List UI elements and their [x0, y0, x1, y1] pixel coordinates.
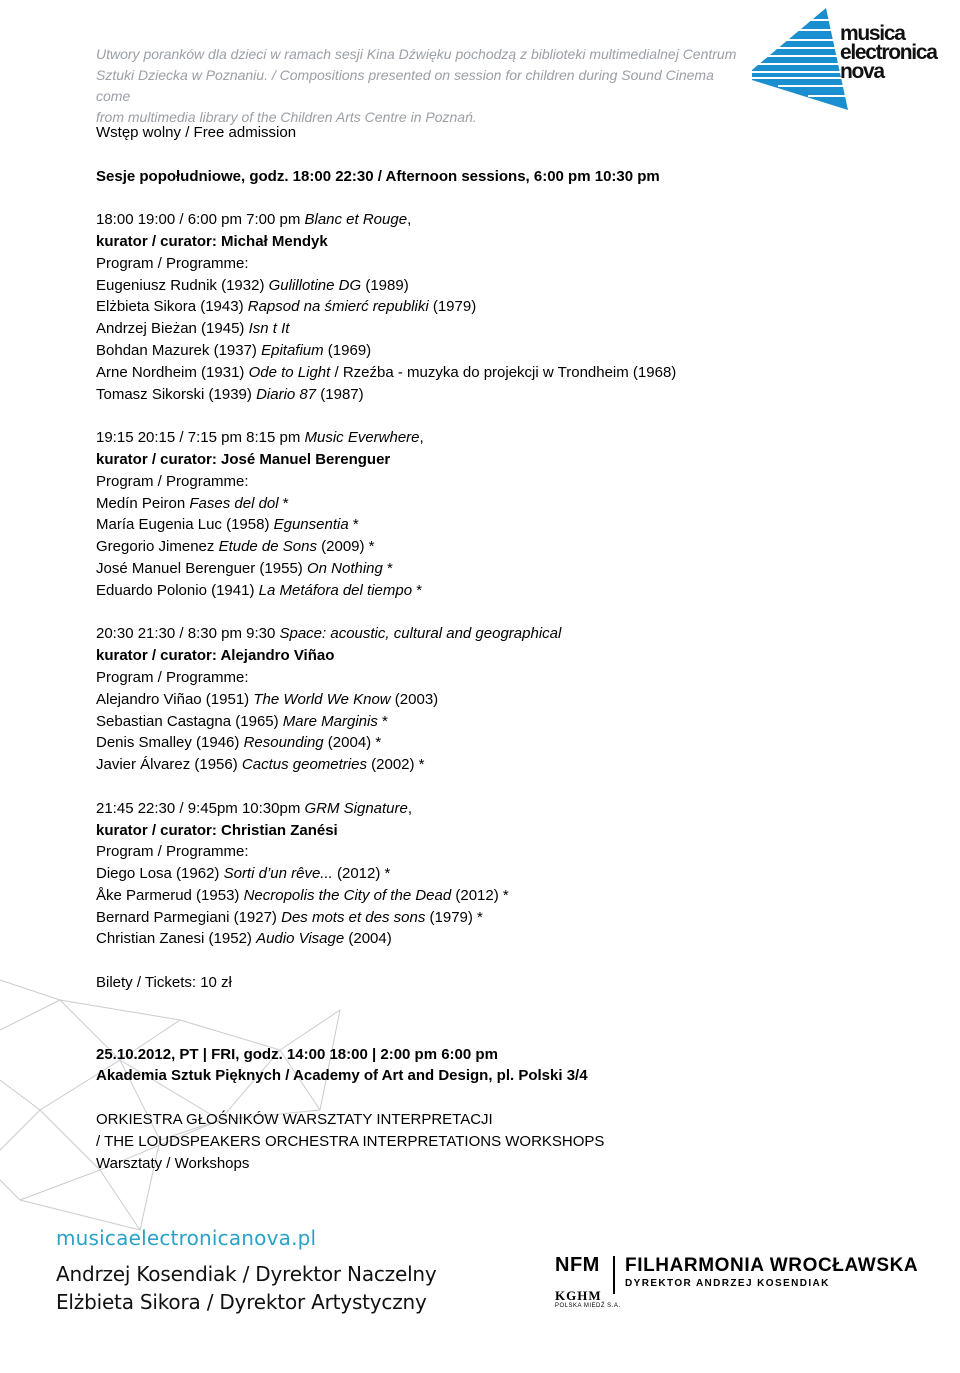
composer: Eduardo Polonio (1941) — [96, 581, 259, 599]
artistic-director: Elżbieta Sikora / Dyrektor Artystyczny — [56, 1290, 427, 1314]
composer: Medín Peiron — [96, 494, 190, 512]
programme-label: Program / Programme: — [96, 472, 249, 490]
work-title: Fases del dol — [189, 494, 279, 512]
logo-line: musica — [840, 22, 905, 45]
work-year: (2003) — [390, 690, 439, 708]
footer-credits — [56, 1226, 437, 1316]
programme-item — [96, 318, 816, 340]
work-title: Resounding — [243, 734, 324, 752]
composer: Elżbieta Sikora (1943) — [96, 298, 248, 316]
programme-item — [96, 340, 816, 362]
work-year: * — [348, 516, 359, 534]
work-year: * — [382, 559, 393, 577]
work-title: Diario 87 — [256, 385, 317, 403]
programme-label: Program / Programme: — [96, 254, 249, 272]
event-venue: Akademia Sztuk Pięknych / Academy of Art and Design, pl. Polski 3/4 — [96, 1067, 588, 1085]
composer: Sebastian Castagna (1965) — [96, 712, 283, 730]
kghm-subtitle: POLSKA MIEDŹ S.A. — [555, 1303, 621, 1309]
admission-note: Wstęp wolny / Free admission — [96, 124, 297, 141]
session-time — [96, 623, 816, 645]
work-year: / Rzeźba - muzyka do projekcji w Trondheim (1968) — [330, 363, 677, 381]
work-year: * — [278, 494, 289, 512]
work-title: On Nothing — [306, 559, 383, 577]
work-year: (2004) * — [323, 734, 382, 752]
session-curator: kurator / curator: Christian Zanési — [96, 821, 338, 839]
tickets-price: Bilety / Tickets: 10 zł — [96, 974, 232, 992]
work-year: (2012) * — [332, 865, 391, 883]
work-title: The World We Know — [253, 690, 391, 708]
filharmonia-director: DYREKTOR ANDRZEJ KOSENDIAK — [625, 1278, 830, 1289]
work-title: Des mots et des sons — [281, 908, 426, 926]
work-title: Necropolis the City of the Dead — [243, 886, 452, 904]
work-title: La Metáfora del tiempo — [258, 581, 413, 599]
programme-item — [96, 885, 816, 907]
work-title: Egunsentia — [273, 516, 349, 534]
session-time: 19:15 20:15 / 7:15 pm 8:15 pm Music Everwhere, — [96, 429, 424, 447]
work-year: (1969) — [323, 341, 372, 359]
kghm-logo: KGHM — [555, 1288, 602, 1303]
intro-line: Utwory poranków dla dzieci w ramach sesji Kina Dźwięku pochodzą z biblioteki multimedialnej Centrum — [96, 46, 737, 62]
work-title: Gulillotine DG — [268, 276, 362, 294]
work-year: (2009) * — [316, 538, 375, 556]
work-title: Audio Visage — [256, 930, 345, 948]
programme-item — [96, 907, 816, 929]
logo-divider — [613, 1256, 615, 1294]
work-title: Isn t It — [248, 320, 290, 338]
programme-item — [96, 384, 816, 406]
composer: Javier Álvarez (1956) — [96, 756, 242, 774]
event-type: Warsztaty / Workshops — [96, 1154, 250, 1172]
programme-content — [96, 122, 816, 1174]
programme-item — [96, 558, 816, 580]
session-title: Blanc et Rouge — [304, 211, 408, 229]
logo-line: electronica — [840, 41, 937, 64]
programme-item — [96, 928, 816, 950]
sessions-heading: Sesje popołudniowe, godz. 18:00 22:30 / Afternoon sessions, 6:00 pm 10:30 pm — [96, 167, 660, 185]
nfm-logo: NFM — [555, 1254, 600, 1276]
work-year: (1987) — [316, 385, 364, 403]
programme-item — [96, 732, 816, 754]
programme-item — [96, 275, 816, 297]
session-title: Music Everwhere — [304, 429, 420, 447]
intro-note — [96, 44, 746, 128]
programme-item — [96, 536, 816, 558]
programme-item — [96, 296, 816, 318]
work-year: (1989) — [361, 276, 409, 294]
work-title: Rapsod na śmierć republiki — [247, 298, 429, 316]
programme-item — [96, 580, 816, 602]
intro-line: Sztuki Dziecka w Poznaniu. / Compositions presented on session for children during Sound Cinema come — [96, 67, 714, 104]
composer: Denis Smalley (1946) — [96, 734, 244, 752]
programme-label: Program / Programme: — [96, 668, 249, 686]
programme-item — [96, 711, 816, 733]
session-time-range: 20:30 21:30 / 8:30 pm 9:30 — [96, 625, 280, 643]
session-curator: kurator / curator: Michał Mendyk — [96, 232, 328, 250]
work-year: (2002) * — [366, 756, 425, 774]
session-time-range: 21:45 22:30 / 9:45pm 10:30pm — [96, 799, 305, 817]
general-director: Andrzej Kosendiak / Dyrektor Naczelny — [56, 1262, 437, 1286]
composer: Eugeniusz Rudnik (1932) — [96, 276, 269, 294]
work-title: Cactus geometries — [241, 756, 367, 774]
intro-line: from multimedia library of the Children Arts Centre in Poznań. — [96, 109, 477, 125]
event-title-en: / THE LOUDSPEAKERS ORCHESTRA INTERPRETATIONS WORKSHOPS — [96, 1132, 605, 1150]
session-time-range: 18:00 19:00 / 6:00 pm 7:00 pm — [96, 211, 305, 229]
work-year: (2012) * — [451, 886, 509, 904]
session-title: GRM Signature — [304, 799, 408, 817]
work-title: Mare Marginis — [282, 712, 378, 730]
work-title: Epitafium — [261, 341, 324, 359]
work-title: Etude de Sons — [218, 538, 317, 556]
work-year: (1979) * — [425, 908, 483, 926]
work-year: * — [412, 581, 423, 599]
event-date: 25.10.2012, PT | FRI, godz. 14:00 18:00 | 2:00 pm 6:00 pm — [96, 1045, 498, 1063]
composer: Andrzej Bieżan (1945) — [96, 320, 249, 338]
programme-item — [96, 689, 816, 711]
composer: Arne Nordheim (1931) — [96, 363, 249, 381]
composer: Gregorio Jimenez — [96, 538, 219, 556]
session-time: 21:45 22:30 / 9:45pm 10:30pm GRM Signature, — [96, 799, 413, 817]
work-title: Sorti d’un rêve... — [223, 865, 333, 883]
sponsor-logos — [555, 1254, 955, 1314]
programme-item — [96, 514, 816, 536]
composer: Bohdan Mazurek (1937) — [96, 341, 262, 359]
composer: Christian Zanesi (1952) — [96, 930, 257, 948]
session-time-range: 19:15 20:15 / 7:15 pm 8:15 pm — [96, 429, 305, 447]
composer: Åke Parmerud (1953) — [96, 886, 244, 904]
work-year: * — [377, 712, 388, 730]
work-year: (1979) — [428, 298, 477, 316]
programme-item — [96, 863, 816, 885]
programme-item — [96, 493, 816, 515]
work-year: (2004) — [344, 930, 392, 948]
programme-label: Program / Programme: — [96, 843, 249, 861]
session-curator: kurator / curator: José Manuel Berenguer — [96, 450, 391, 468]
composer: Bernard Parmegiani (1927) — [96, 908, 282, 926]
session-title: Space: acoustic, cultural and geographical — [279, 625, 562, 643]
programme-item — [96, 362, 816, 384]
composer: Diego Losa (1962) — [96, 865, 224, 883]
logo-wordmark — [840, 24, 937, 81]
session-curator: kurator / curator: Alejandro Viñao — [96, 647, 335, 665]
composer: Alejandro Viñao (1951) — [96, 690, 254, 708]
event-title-pl: ORKIESTRA GŁOŚNIKÓW WARSZTATY INTERPRETACJI — [96, 1111, 493, 1129]
logo-line: nova — [840, 60, 884, 83]
filharmonia-name: FILHARMONIA WROCŁAWSKA — [625, 1255, 919, 1276]
work-title: Ode to Light — [248, 363, 331, 381]
composer: Tomasz Sikorski (1939) — [96, 385, 257, 403]
composer: María Eugenia Luc (1958) — [96, 516, 274, 534]
website-link[interactable]: musicaelectronicanova.pl — [56, 1226, 317, 1250]
composer: José Manuel Berenguer (1955) — [96, 559, 307, 577]
session-time: 18:00 19:00 / 6:00 pm 7:00 pm Blanc et Rouge, — [96, 211, 412, 229]
programme-item — [96, 754, 816, 776]
